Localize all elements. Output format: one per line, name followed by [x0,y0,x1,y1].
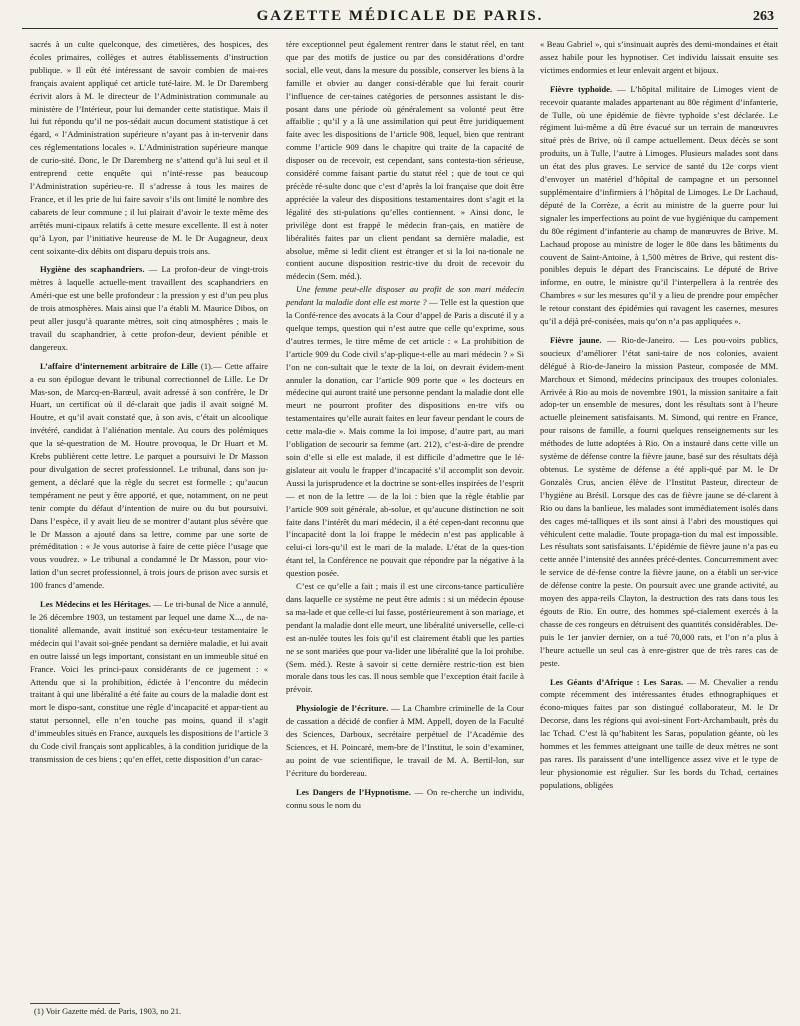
section-femme-mari-medecin [286,283,524,580]
footnote: (1) Voir Gazette méd. de Paris, 1903, no 21. [34,1007,182,1016]
section-text: — On re-cherche un individu, connu sous le nom du [286,786,524,810]
section-fievre-jaune [540,334,778,670]
page-header [22,6,778,29]
section-title: Les Géants d’Afrique : Les Saras. [550,676,684,687]
section-physiologie-ecriture [286,702,524,779]
section-title: Fièvre typhoïde. [550,83,613,94]
section-title: Physiologie de l’écriture. [296,703,389,714]
section-medecins-heritages [30,598,268,766]
section-text: (1).— Cette affaire a eu son épilogue devant le tribunal correctionnel de Lille. Le Dr Mas-son, de Marcq-en-Barœul, avait adressé à son confrère, le Dr Huart, un certificat où il dé-clarait que jadis il avait soigné M. Houtre, et qu’il avait constaté que, à son avis, c’était un alcoolique invétéré, candidat à l’aliénation mentale. Au cours des polémiques que la sé-questration de M. Houtre provoqua, le Dr Huart et M. Krebs publièrent cette lettre. Le parquet a poursuivi le Dr Masson pour divulgation de secret professionnel. Le tribunal, dans son ju-gement, a déclaré que la règle du secret est formelle ; qu’aucun tempérament ne peut y être apporté, et que, notamment, on ne peut tenir compte du défaut d’intention de nuire ou du but poursuivi. Dans l’espèce, il y avait lieu de se montrer d’autant plus sévère que le Dr Masson a ajouté dans sa lettre, comme par une sorte de préméditation : « Je vous autorise à faire de cette pièce l’usage que vous voudrez. » Le tribunal a condamné le Dr Masson, pour vio-lation d’un secret professionnel, à trois jours de prison avec sursis et 100 francs d’amende. [30,360,269,591]
paragraph: « Beau Gabriel », qui s’insinuait auprès des demi-mondaines et était assez habile pour les hypnotiser. Cet individu laissait ensuite ses victimes endormies et leur enlevait argent et bijoux. [540,39,778,75]
column-3 [540,38,778,1013]
section-text: — Telle est la question que la Confé-rence des avocats à la Cour d’appel de Paris a discuté il y a quelque temps, question qui n’est autre que celle qu’exprime, sous d’autres termes, le titre même de cet article : « La prohibition de l’article 909 du Code civil s’ap-plique-t-elle au mari médecin ? » Si l’on ne con-sultait que le texte de la loi, on devrait évidem-ment annuler la donation, car l’article 909 porte que « les docteurs en médecine qui auront traité une personne pendant la maladie dont elle meurt ne pourront profiter des dispositions en-tre vifs ou testamentaires qu’elle aurait faites en leur faveur pendant le cours de cette mala-die ». Mais comme la loi impose, d’autre part, au mari l’obligation de secourir sa femme (art. 212), c’est-à-dire de prendre soin d’elle si elle est malade, il est difficile d’admettre que le lé-gislateur ait voulu le frapper d’incapacité s’il accomplit son devoir. Aussi la jurisprudence et la doctrine se sont-elles inspirées de l’esprit — et non de la lettre — de la loi : bien que la règle établie par l’article 909 soit générale, ab-solue, et qu’aucune distinction ne soit faite dans l’intérêt du mari médecin, il a été cepen-dant reconnu que l’incapacité dont la loi frappe le médecin n’est pas applicable à celui-ci lors-qu’il est le mari de la malade. L’état de la ques-tion étant tel, la Conférence ne pouvait que répondre par la négative à la question posée. [286,297,524,579]
section-hygiene-scaphandriers [30,263,268,353]
section-internement-lille [30,360,268,592]
section-title: Les Médecins et les Héritages. [40,599,151,610]
section-title: L’affaire d’internement arbitraire de Lille [40,360,198,371]
section-text: — M. Chevalier a rendu compte récemment des intéressantes études ethnographiques et écono-miques faites par son distingué collaborateur, M. le Dr Decorse, dans les régions qui avoi-sinent Fort-Archambault, près du lac Tchad. C’est là qu’habitent les Saras, population géante, où les hommes et les femmes atteignant une taille de deux mètres ne sont pas rares. Ils paraissent d’une intelligence assez vive et le type de leur physionomie est régulier. Sur les bords du Tchad, certaines populations, obligées [540,676,778,790]
footnote-divider [30,1003,120,1004]
section-fievre-typhoide [540,83,778,328]
page-number: 263 [753,9,774,24]
section-title: Fièvre jaune. [550,334,602,345]
section-text: — La profon-deur de vingt-trois mètres à laquelle actuelle-ment travaillent des scaphandriers en Améri-que est une belle profondeur : la pression y est d’un peu plus de trois atmosphères. Mais ainsi que l’a établi M. Maurice Dibos, on peut aller jusqu’à quarante mètres, soit cinq atmosphères ; mais le travail du scaphandrier, à cette profon-deur, devient pénible et dangereux. [30,264,268,352]
section-text: — Rio-de-Janeiro. — Les pou-voirs publics, soucieux d’améliorer l’état sani-taire de nos colonies, avaient délégué à Rio-de-Janeiro la mission Pasteur, composée de MM. Marchoux et Simond, médecins principaux des troupes coloniales. Arrivée à Rio au mois de novembre 1901, la mission sanitaire a fait adop-ter un ensemble de mesures, dont les résultats sont à l’heure actuelle pleinement satisfaisants. M. Simond, qui rentre en France, pour raisons de famille, a fourni quelques renseignements sur les méthodes de lutte adoptées à Rio. On a instauré dans cette ville un système de défense contre la fièvre jaune, basé sur des résultats déjà obtenus. Le système de défense a été appli-qué par M. le Dr Gonzalès Crus, ancien élève de l’Institut Pasteur, directeur de l’hygiène au Brésil. Lorsque des cas de fièvre jaune se dé-clarent à Rio ou dans la banlieue, les malades sont immédiatement isolés dans des cages mé-talliques et ils sont ainsi à l’abri des moustiques qui véhiculent cette maladie. Toute propaga-tion du mal est impossible. Les résultats sont satisfaisants. L’épidémie de fièvre jaune n’a pas eu cette année l’intensité des années précé-dentes. Concurremment avec le service de dé-fense contre la fièvre jaune, on a établi un ser-vice de défense contre la peste. On poursuit avec une grande activité, au moyen des appa-reils Clayton, la destruction des rats dans tous les égouts de Rio. En outre, des hommes spé-cialement exercés à la chasse de ces rongeurs en détruisent des quantités considérables. De-puis le 1er janvier dernier, on a tué 70,000 rats, et l’on n’a plus à l’heure actuelle un seul cas à enre-gistrer que de très rares cas de peste. [540,334,778,668]
running-title: GAZETTE MÉDICALE DE PARIS. [256,8,544,24]
paragraph: tère exceptionnel peut également rentrer dans le statut réel, en tant que par des motifs de justice ou par des considérations d’ordre social, elle veut, dans la mesure du possible, conserver les biens à la famille et obvier au danger consi-dérable que lui ferait courir l’influence de cer-taines catégories de personnes assistant le dis-posant dans une période où généralement sa volonté peut être affaiblie ; qu’il y a là une assimilation qui peut être juridiquement faite avec les dispositions de l’article 908, lequel, bien que rentrant comme l’article 909 dans le chapitre qui traite de la capacité de disposer ou de recevoir, est cependant, sans contesta-tion sérieuse, considéré comme faisant partie du statut réel ; que de tout ce qui précède ré-sulte donc que c’est d’après la loi française que doit être appréciée la valeur des dispositions testamentaires dont s’agit et la légalité des sti-pulations qu’elles contiennent. » Ainsi donc, le privilège dont est frappé le médecin fran-çais, en matière de libéralités faites par un client pendant sa dernière maladie, est absolue, même si ledit client est étranger et si la loi na-tionale ne contient aucune disposition restric-tive du droit de recevoir du médecin (Sem. méd.). [286,39,524,282]
column-2 [286,38,524,1013]
section-text: — Le tri-bunal de Nice a annulé, le 26 décembre 1903, un testament par lequel une dame X..., de na-tionalité allemande, avait institué son exécu-teur testamentaire le médecin qui l’avait soi-gnée pendant sa dernière maladie, et lui avait en outre laissé un legs important, consistant en un immeuble situé en France. Voici les princi-paux considérants de ce jugement : « Attendu que si la prohibition, édictée à l’encontre du médecin traitant à qui une libéralité a été faite au cours de la maladie dont est mort le dispo-sant, constitue une règle d’incapacité et appar-tient au statut personnel, elle n’en touche pas moins, quand il s’agit d’immeubles situés en France, auxquels les dispositions de l’article 3 du Code civil français sont applicables, à la condition juridique de la transmission de ces biens ; qu’en effet, cette disposition d’un carac- [30,599,268,764]
section-title: Hygiène des scaphandriers. [40,264,145,275]
section-title: Une femme peut-elle disposer au profit de son mari médecin pendant la maladie dont elle est morte ? [286,284,524,308]
section-geants-afrique [540,676,778,792]
section-title: Les Dangers de l’Hypnotisme. [296,786,411,797]
paragraph: C’est ce qu’elle a fait ; mais il est une circons-tance particulière dans laquelle ce système ne peut être admis : si un médecin épouse sa ma-lade et que celle-ci lui fasse, postérieurement à son mariage, et pendant la maladie dont elle meurt, une libéralité universelle, celle-ci est an-nulée toutes les fois qu’il est clairement établi que les parties ne se sont mariées que pour va-lider une libéralité que la loi prohibe. (Sem. méd.). Reste à savoir si cette dernière restric-tion est bien morale dans tous les cas. Il nous semble que l’exception était facile à prévoir. [286,581,524,695]
section-text: — L’hôpital militaire de Limoges vient de recevoir quarante malades appartenant au 80e régiment d’infanterie, de Tulle, où une épidémie de fièvre typhoïde s’est déclarée. Le régiment lui-même a dû être évacué sur un terrain de manœuvres situé près de Brive, où il campe actuellement. Deux décès se sont produits, un à Tulle, l’autre à Limoges. Plusieurs malades sont dans un état des plus graves. Le service de santé du 12e corps vient d’envoyer un matériel d’hôpital de campagne et un personnel supplémentaire d’infirmiers à l’hôpital de Limoges. Le Dr Lachaud, député de la Corrèze, a écrit au ministre de la guerre pour lui signaler les imperfections au point de vue hygiénique du campement du 80e régiment d’infanterie au champ de manœuvres de Brive. M. Lachaud propose au ministre de loger le 80e dans les bâtiments du couvent de Saint-Antoine, à 1,500 mètres de Brive, qui restent dis-ponibles depuis le départ des Franciscains. Le député de Brive informe, en outre, le ministre qu’il l’interpellera à la rentrée des Chambres « sur les mesures qu’il y a lieu de prendre pour empêcher le retour constant des épidémies qui ravagent les casernes, mesures qu’il a déjà pré-conisées, mais qu’on n’a pas appliquées ». [540,83,779,327]
section-text: — La Chambre criminelle de la Cour de cassation a décidé de confier à MM. Appell, doyen de la Faculté des Sciences, Darboux, secrétaire perpétuel de l’Académie des Sciences, et H. Poincaré, mem-bre de l’Institut, le soin d’examiner, au point de vue scientifique, le travail de M. A. Bertil-lon, sur l’écriture du bordereau. [286,703,524,778]
column-1 [30,38,268,1013]
paragraph: sacrés à un culte quelconque, des cimetières, des hospices, des écoles primaires, collèges et autres établissements d’instruction publique. » Il eût été intéressant de savoir combien de mai-res français avaient appliqué cet article tuté-laire. M. le Dr Daremberg écrivit alors à M. le directeur de l’Administration communale au ministère de l’Intérieur, pour lui demander cette statistique. Mais il lui fut répondu qu’il ne pos-sédait aucun document statistique à cet égard, « l’Administration supérieure n’ayant pas à in-tervenir dans ces réglementations locales ». L’Administration supérieure manque de curio-sité. Donc, le Dr Daremberg ne s’attend qu’à lui seul et il entreprend cette enquête qui n’inté-resse pas beaucoup l’Administration supérieu-re. Il s’adresse à tous les maires de France, et il les prie de lui faire savoir s’ils ont limité le nombre des cabarets de leur commune ; il lui plairait d’avoir le texte même des arrêtés muni-cipaux relatifs à cette mesure excellente. Il est à noter qu’à Lyon, par l’initiative heureuse de M. le Dr Augagneur, deux cent soixante-dix débits ont disparu depuis trois ans. [30,39,268,256]
section-dangers-hypnotisme [286,786,524,812]
